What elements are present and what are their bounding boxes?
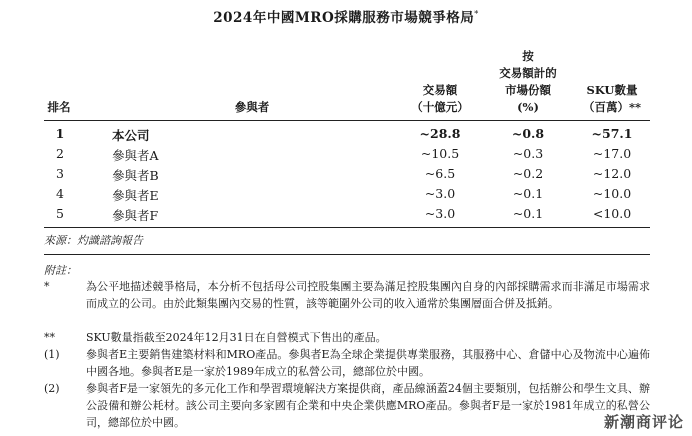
source-note: 來源：灼識諮詢報告 [44,234,143,247]
table-bottom-rule [44,227,650,228]
table-row: 4 參與者E ~3.0 ~0.1 ~10.0 [56,186,632,203]
notes-divider [44,254,650,255]
header-rule [44,120,650,121]
table-row: 3 參與者B ~6.5 ~0.2 ~12.0 [56,166,632,183]
header-rank: 排名 [47,100,71,114]
watermark: 新潮商评论 [603,413,684,431]
table-row: 2 參與者A ~10.5 ~0.3 ~17.0 [56,146,632,163]
table-row: 1 本公司 ~28.8 ~0.8 ~57.1 [55,126,633,143]
notes-title: 附註： [44,264,77,277]
header-sku: SKU數量 （百萬）** [582,83,642,114]
header-amount: 交易額 （十億元） [411,83,469,114]
table-title: 2024年中國MRO採購服務市場競爭格局* [213,9,479,26]
table-row: 5 參與者F ~3.0 ~0.1 <10.0 [56,206,632,223]
header-participant: 參與者 [234,100,270,114]
header-share: 按 交易額計的 市場份額 (%) [499,49,557,114]
